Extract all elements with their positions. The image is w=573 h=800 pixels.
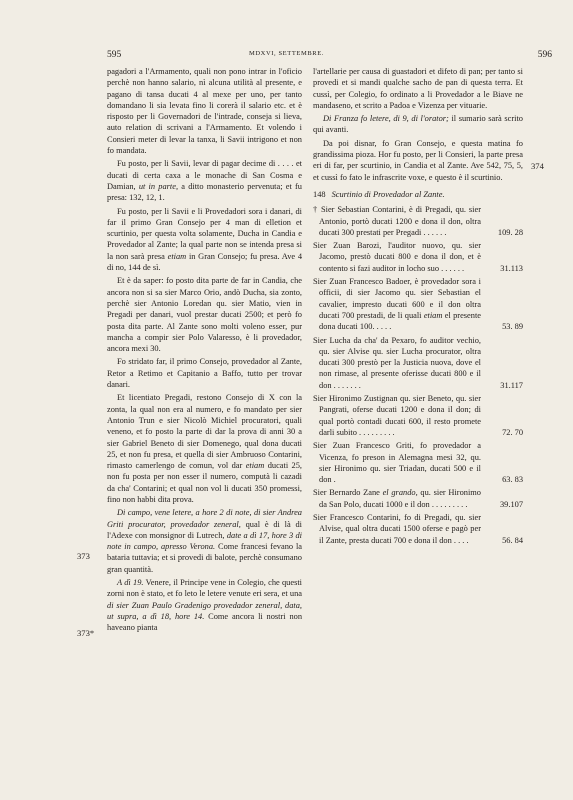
vote-count: 56. 84 xyxy=(502,535,523,545)
text-run: il sumario sarà scrito qui avanti. xyxy=(313,114,523,135)
paragraph xyxy=(107,577,302,633)
paragraph: Et è da saper: fo posto dita parte de far in Candia, che ancora non si sa sier Marco Orio, andò Ducha, sia zonto, perchè sier Antonio Loredan qu. sier Matio, vien in Pregadi per danari, vuol prestar ducati 2500; et però fo posta dita parte. Al Zante sono molti voleno esser, pur mancha a compir sier Polo Valaresso, è li provedador, ancora mexi 30. xyxy=(107,276,302,354)
left-column xyxy=(107,66,302,636)
italic-text: etiam xyxy=(423,310,443,320)
ballot-entry xyxy=(313,335,523,391)
italic-text: ut in parte, xyxy=(138,181,179,191)
italic-text: date a dì 17, hore 3 di note in campo, apresso Verona. xyxy=(107,530,302,552)
section-number: 148 xyxy=(313,189,326,199)
paragraph xyxy=(107,507,302,575)
italic-text: ut supra, xyxy=(107,611,139,621)
entry-text: Sier Zuan Francesco Badoer, è provedador sora i officii, di sier Jacomo qu. sier Sebastian el cavalier, impresto ducati 600 e il don oltra ducati 700 prestadi, de li quali xyxy=(313,277,481,320)
ballot-entry xyxy=(313,393,523,438)
italic-text: Di Franza fo letere, di 9, di l'orator; xyxy=(323,114,449,124)
entry-text: Sier Sebastian Contarini, è di Pregadi, qu. sier Antonio, portò ducati 1200 e dona il don, oltra ducati 300 prestati per Pregadi . . . . . . xyxy=(319,205,481,237)
ballot-entry xyxy=(313,487,523,510)
dagger-mark: † xyxy=(313,205,318,215)
ballot-entry xyxy=(313,240,523,274)
text-run: Fu posto, per li Savii, levar di pagar decime di . . . . et ducati di certa caxa a le monache di San Cosma e Damian, xyxy=(107,159,302,191)
entry-text: Sier Hironimo Zustignan qu. sier Beneto, qu. sier Pangrati, oferse ducati 1200 e dona il don; di qual portò contadi ducati 600, il resto promete darli subito . . . . . . . . . xyxy=(313,394,481,437)
text-run: Fu posto, per li Savii e li Provedadori sora i danari, di far il primo Gran Consejo per 4 man di elletion et scurtinio, per questa volta solamente, Ducha in Candia e Provedador al Zante; la qual parte non se intenda presa si la non sarà presa xyxy=(107,206,302,261)
entry-text: Sier Bernardo Zane xyxy=(313,488,380,498)
ballot-entry xyxy=(313,440,523,485)
paragraph xyxy=(107,206,302,274)
paragraph: Fo stridato far, il primo Consejo, provedador al Zante, Retor a Retimo et Capitanio a Baffo, tutto per trovar danari. xyxy=(107,357,302,390)
italic-text: el grando, xyxy=(382,488,418,498)
text-run: in Gran Consejo; fu presa. Ave 4 di no, 144 de sì. xyxy=(107,251,303,273)
entry-text: qu. sier Hironimo da San Polo, ducati 1000 e il don . . . . . . . . . xyxy=(319,488,481,509)
italic-text: di sier Zuan Paulo Gradenigo provedador zeneral, data, xyxy=(107,600,302,610)
text-run: Venere, il Principe vene in Colegio, che questi zorni non è stato, et fo leto le letere venute eri sera, et una xyxy=(107,578,302,599)
margin-folio-number: 373* xyxy=(77,628,95,638)
margin-folio-number: 374 xyxy=(531,161,544,171)
text-run: Come ancora li nostri non haveano pianta xyxy=(107,611,303,633)
italic-text: etiam xyxy=(167,251,187,261)
text-run: Et licentiato Pregadi, restono Consejo di X con la zonta, la qual non era al numero, e fo mandato per sier Antonio Trun e sier Nicolò Michiel procuratori, quali veneno, et fo posto la parte di dar la prova di anni 30 a sier Gabriel Beneto di sier Domenego, qual dona ducati 25, et non fu presa, et quella di sier Ambruoso Contarini, rimasto camerlengo de comun, vol dar xyxy=(107,393,302,471)
text-run: Come francesi fevano la bataria tuttavia; et si provedi di balote, perchè consumano gran quantità. xyxy=(107,542,303,574)
entry-text: Sier Zuan Barozi, l'auditor nuovo, qu. sier Jacomo, prestò ducati 800 e dona il don, et è contento si fazi auditor in locho suo . . . . . . xyxy=(313,241,481,273)
ballot-entry xyxy=(313,512,523,546)
entry-text: Sier Lucha da cha' da Pexaro, fo auditor vechio, qu. sier Alvise qu. sier Lucha procurator, oltra ducati 300 prestò per la Justicia nuova, dove el non rimase, al presente oferisse ducati 800 e il don . . . . . . . xyxy=(313,335,481,390)
text-run: a ditto monasterio pervenuta; et fu presa: 132, 12, 1. xyxy=(107,181,302,203)
right-column xyxy=(313,66,523,548)
section-heading xyxy=(313,189,523,200)
italic-text: etiam xyxy=(245,461,265,471)
vote-count: 31.113 xyxy=(500,263,523,273)
section-title: Scurtinio di Provedador al Zante. xyxy=(331,189,445,199)
paragraph xyxy=(107,392,302,505)
italic-text: A dì 19. xyxy=(117,578,144,588)
page-number-right: 596 xyxy=(537,50,552,60)
paragraph: l'artellarie per causa di guastadori et difeto di pan; per tanto si provedi et si mandi qualche sacho de pan di questa terra. Et cussì, per Colegio, fo ordinato a li Provedador a le Biave ne mandaseno, et scrito a Padoa e Vizenza per vituarie. xyxy=(313,67,523,110)
paragraph: Da poi disnar, fo Gran Consejo, e questa matina fo grandissima pioza. Hor fu posto, per li Consieri, la parte presa eri di far, per scurtinio, in Candia et al Zante. Ave 542, 75, 5, et cussì fo fato le infrascrite voxe, e questo è il scurtinio. xyxy=(313,138,523,182)
vote-count: 39.107 xyxy=(499,499,523,509)
paragraph xyxy=(107,158,302,203)
margin-folio-number: 373 xyxy=(77,551,90,561)
paragraph xyxy=(313,113,523,136)
entry-text: Sier Zuan Francesco Griti, fo provedador a Vicenza, fo preson in Alemagna mesi 32, qu. sier Hironimo qu. sier Triadan, ducati 500 e il don . xyxy=(313,441,481,485)
paragraph: pagadori a l'Armamento, quali non pono intrar in l'oficio perchè non hanno salario, nì alcuna utilità al presente, e pagano di tansa ducati 4 al mexe per uno, per tanto domandano li sia levata fino li corerà il salario etc. et è risposto per li Governadori de l'intrade, conseja si lieva, auto relation di scrivani a l'Armamento. Et volendo i Consieri meter di levar la tanxa, li Savii intrigono et non fo mandata. xyxy=(107,67,302,156)
entry-text: Sier Francesco Contarini, fo di Pregadi, qu. sier Alvise, qual oltra ducati 1500 oferse e pagò per il Zante, presta ducati 700 e dona il don . . . . xyxy=(313,512,481,545)
vote-count: 72. 70 xyxy=(502,427,523,437)
text-run: ducati 25, non fu posta per non esser il numero, computà li cazadi da cha' Contarini; et qual non vol li ducati 350 promessi, fino non habbi dita prova. xyxy=(107,461,303,504)
running-title: MDXVI, SETTEMBRE. xyxy=(248,50,325,57)
ballot-entry xyxy=(313,204,523,238)
vote-count: 63. 83 xyxy=(502,475,523,485)
vote-count: 31.117 xyxy=(500,380,523,390)
entry-text: el presente dona ducati 100. . . . . xyxy=(319,310,481,332)
italic-text: Di campo, vene letere, a hore 2 di note, di sier Andrea Griti procurator, provedador zeneral, xyxy=(107,508,302,529)
text-run: qual è di là di l'Adexe con monsignor di Lutrech, xyxy=(107,519,302,540)
ballot-entry xyxy=(313,276,523,332)
page-number-left: 595 xyxy=(107,50,122,60)
vote-count: 109. 28 xyxy=(497,227,523,237)
vote-count: 53. 89 xyxy=(502,322,523,332)
italic-text: a dì 18, hore 14. xyxy=(142,611,205,621)
